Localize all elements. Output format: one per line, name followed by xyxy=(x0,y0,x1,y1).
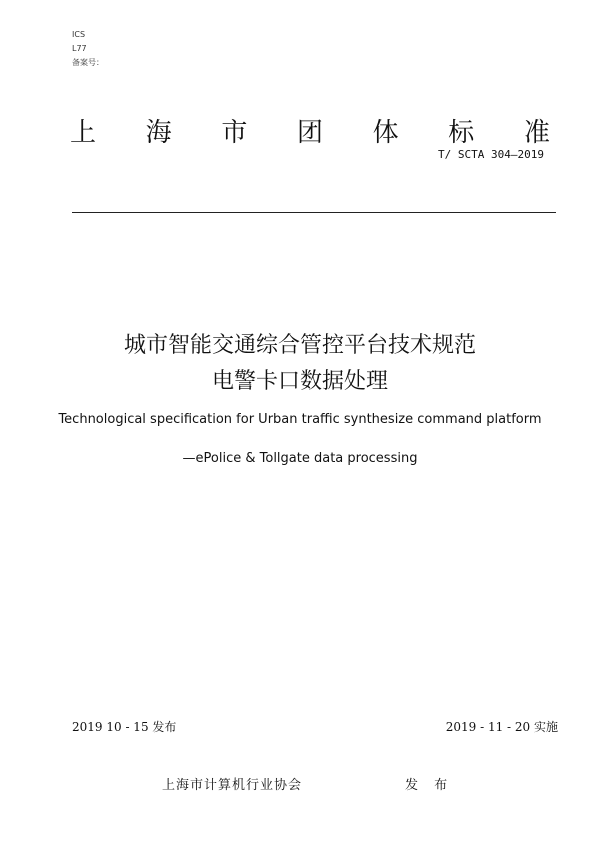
issue-date: 2019 10 - 15 发布 xyxy=(72,720,177,734)
publish-label: 发 布 xyxy=(405,778,454,793)
standard-title-char: 体 xyxy=(372,118,399,148)
cn-title-line2: 电警卡口数据处理 xyxy=(211,369,388,394)
implement-date: 2019 - 11 - 20 实施 xyxy=(445,720,558,734)
standard-code: T/ SCTA 304—2019 xyxy=(438,148,544,161)
standard-title-char: 团 xyxy=(296,118,323,148)
header-meta xyxy=(72,28,104,70)
header-divider xyxy=(72,212,556,213)
standard-title-char: 准 xyxy=(523,118,550,148)
cn-title-line1: 城市智能交通综合管控平台技术规范 xyxy=(123,333,476,358)
standard-title-char: 海 xyxy=(145,118,172,148)
ics-label: ICS xyxy=(72,30,86,39)
standard-title-char: 上 xyxy=(70,118,97,148)
en-title-line2: —ePolice & Tollgate data processing xyxy=(182,451,418,466)
en-title-line1: Technological specification for Urban traffic synthesize command platform xyxy=(58,412,542,427)
standard-type-title xyxy=(70,112,550,149)
record-number-label: 备案号： xyxy=(72,58,104,67)
standard-title-char: 市 xyxy=(221,118,248,148)
publisher-name: 上海市计算机行业协会 xyxy=(162,778,303,793)
classification-code: L77 xyxy=(72,44,87,53)
standard-title-char: 标 xyxy=(448,118,475,148)
